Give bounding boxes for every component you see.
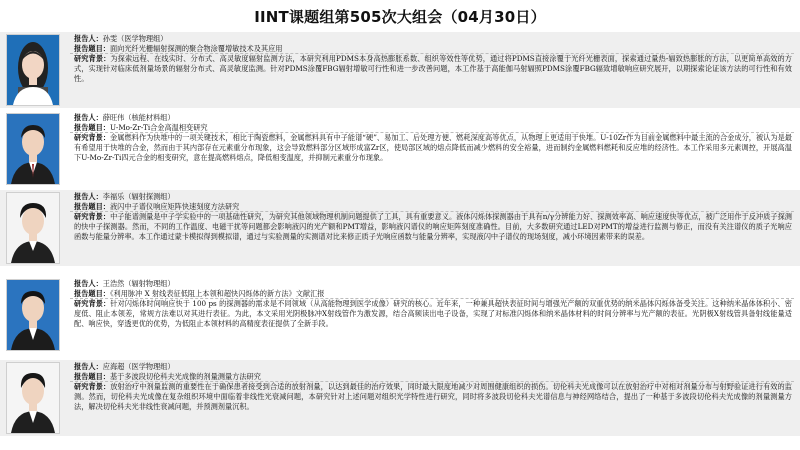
- report-topic: 面向光纤光栅辐射探测的聚合物涂覆增敏技术及其应用: [109, 44, 283, 53]
- divider: [70, 298, 794, 299]
- report-content: 中子能谱测量是中子学实验中的一项基础性研究，为研究其他领域物理机制问题提供了工具，具有重要意义。液体闪烁体探测器由于具有n/γ分辨能力好、探测效率高、响应速度快等优点，被广泛用作于反冲质子探测的快中子探测器。然而，不同的工作温度、电磁干扰等问题都会影响液闪的光产额和PMT增益，影响液闪谱仪的响应矩阵刻度准确性。目前，大多数研究通过LED对PMT的增益进行监测与修正，而没有关注谱仪的质子光响应函数与能量分辨率。本工作通过蒙卡模拟得到模拟谱，通过与实验测量的实测谱对比来修正质子光响应函数与能量分辨率，实现液闪中子谱仪的现场刻度，减小环境因素带来的误差。: [74, 212, 792, 241]
- reporter-name: 应海超（医学物理组）: [102, 362, 175, 371]
- report-info: [74, 360, 792, 412]
- report-content: 金属燃料作为快堆中的一项关键技术，相比于陶瓷燃料，金属燃料具有中子能谱“硬”、易加工、后处理方便、燃耗深度高等优点，从物理上更适用于快堆。U-10Zr作为目前金属燃料中最主流的合金成分，被认为是最有希望用于快堆的合金，然而由于其内部存在元素重分布现象，这会导致燃料部分区域形成富Zr区，使局部区域的熔点降低而减少燃料的安全裕量，进而制约金属燃料燃耗和反应堆的经济性。本工作采用多元素调控，开展高温下U-Mo-Zr-Ti四元合金的相变研究，意在提高燃料熔点，降低相变温度，并抑制元素重分布现象。: [74, 133, 792, 162]
- reporter-name: 孙雯（医学物理组）: [102, 34, 168, 43]
- page-title: IINT课题组第505次大组会（04月30日）: [254, 8, 546, 26]
- report-topic: U-Mo-Zr-Ti合金高温相变研究: [109, 123, 208, 132]
- reporter-label: 报告人：: [74, 113, 103, 122]
- divider: [70, 381, 794, 382]
- report-topic: 基于多波段切伦科夫光成像的剂量测量方法研究: [109, 372, 261, 381]
- reporter-label: 报告人：: [74, 279, 103, 288]
- content-label: 研究背景：: [74, 133, 111, 142]
- topic-label: 报告题目：: [74, 202, 110, 211]
- divider: [70, 211, 794, 212]
- divider: [70, 53, 794, 54]
- reporter-label: 报告人：: [74, 34, 103, 43]
- report-card: [0, 32, 800, 108]
- report-card: [0, 111, 800, 187]
- report-topic: 《利用脉冲 X 射线表征低阻上本领和超快闪烁体的新方法》文献汇报: [109, 289, 325, 298]
- reporter-photo: [6, 34, 60, 106]
- topic-label: 报告题目：: [74, 123, 110, 132]
- reporter-name: 王浩然（辐射物理组）: [102, 279, 175, 288]
- reporter-photo: [6, 279, 60, 351]
- reporter-photo: [6, 362, 60, 434]
- reporter-photo: [6, 192, 60, 264]
- portrait-image: [7, 193, 59, 263]
- reporter-name: 薛旺伟（核能材料组）: [102, 113, 175, 122]
- content-label: 研究背景：: [74, 212, 111, 221]
- reporter-label: 报告人：: [74, 192, 103, 201]
- report-card: [0, 190, 800, 266]
- report-content: 针对闪烁体时间响应快于 100 ps 的探测器的需求是不同领域（从高能物理到医学成像）研究的核心。近年来，一种兼具超快表征时间与增强光产额的双重优势的纳米晶体闪烁体备受关注。这种纳米晶体体积小、密度低、阻止本领差，常规方法难以对其进行表征。为此，本文采用光阴极脉冲X射线管作为激发源，结合高频读出电子设备，实现了对标准闪烁体和纳米晶体材料的时间分辨率与光产额的表征。光阴极X射线管具备射线能量适配、响应快，穿透更优的优势，为低阻止本领材料的高精度表征提供了全新手段。: [74, 299, 792, 328]
- report-info: [74, 32, 792, 84]
- reporter-photo: [6, 113, 60, 185]
- reporter-label: 报告人：: [74, 362, 103, 371]
- topic-label: 报告题目：: [74, 372, 110, 381]
- content-label: 研究背景：: [74, 382, 111, 391]
- report-content: 放射治疗中剂量监测的重要性在于确保患者接受到合适的放射剂量，以达到最佳的治疗效果，同时最大限度地减少对周围健康组织的损伤。切伦科夫光成像可以在放射治疗中对相对剂量分布与射野验证进行有效的监测。然而，切伦科夫光成像在复杂组织环境中面临着非线性光衰减问题，本研究针对上述问题对组织光学特性进行研究，同时将多波段切伦科夫光谱信息与神经网络结合，提出了一种基于多波段切伦科夫光成像的剂量测量方法，解决切伦科夫光非线性衰减问题，并预测剂量沉积。: [74, 382, 792, 411]
- portrait-image: [7, 114, 59, 184]
- divider: [70, 132, 794, 133]
- content-label: 研究背景：: [74, 54, 111, 63]
- report-content: 为探索远程、在线实时、分布式、高灵敏度辐射监测方法，本研究利用PDMS本身高热膨胀系数、组织等效性等优势，通过将PDMS直接涂覆于光纤光栅表面，探索通过量热-辐致热膨胀的方法，以更简单高效的方式，实现针对临床低剂量场景的辐射分布式、高灵敏度监测。针对PDMS涂覆FBG辐射增敏可行性和进一步改善问题，本工作基于高能伽马射辐照PDMS涂覆FBG辐致增敏响应研究展开，以期探索论证该方法的可行性和有效性。: [74, 54, 792, 83]
- report-topic: 液闪中子谱仪响应矩阵快速刻度方法研究: [109, 202, 240, 211]
- topic-label: 报告题目：: [74, 289, 110, 298]
- report-card: [0, 360, 800, 436]
- report-info: [74, 277, 792, 329]
- portrait-image: [7, 35, 59, 105]
- report-info: [74, 111, 792, 163]
- portrait-image: [7, 363, 59, 433]
- report-info: [74, 190, 792, 242]
- reporter-name: 李福乐（辐射探测组）: [102, 192, 175, 201]
- portrait-image: [7, 280, 59, 350]
- content-label: 研究背景：: [74, 299, 111, 308]
- topic-label: 报告题目：: [74, 44, 110, 53]
- report-card: [0, 277, 800, 353]
